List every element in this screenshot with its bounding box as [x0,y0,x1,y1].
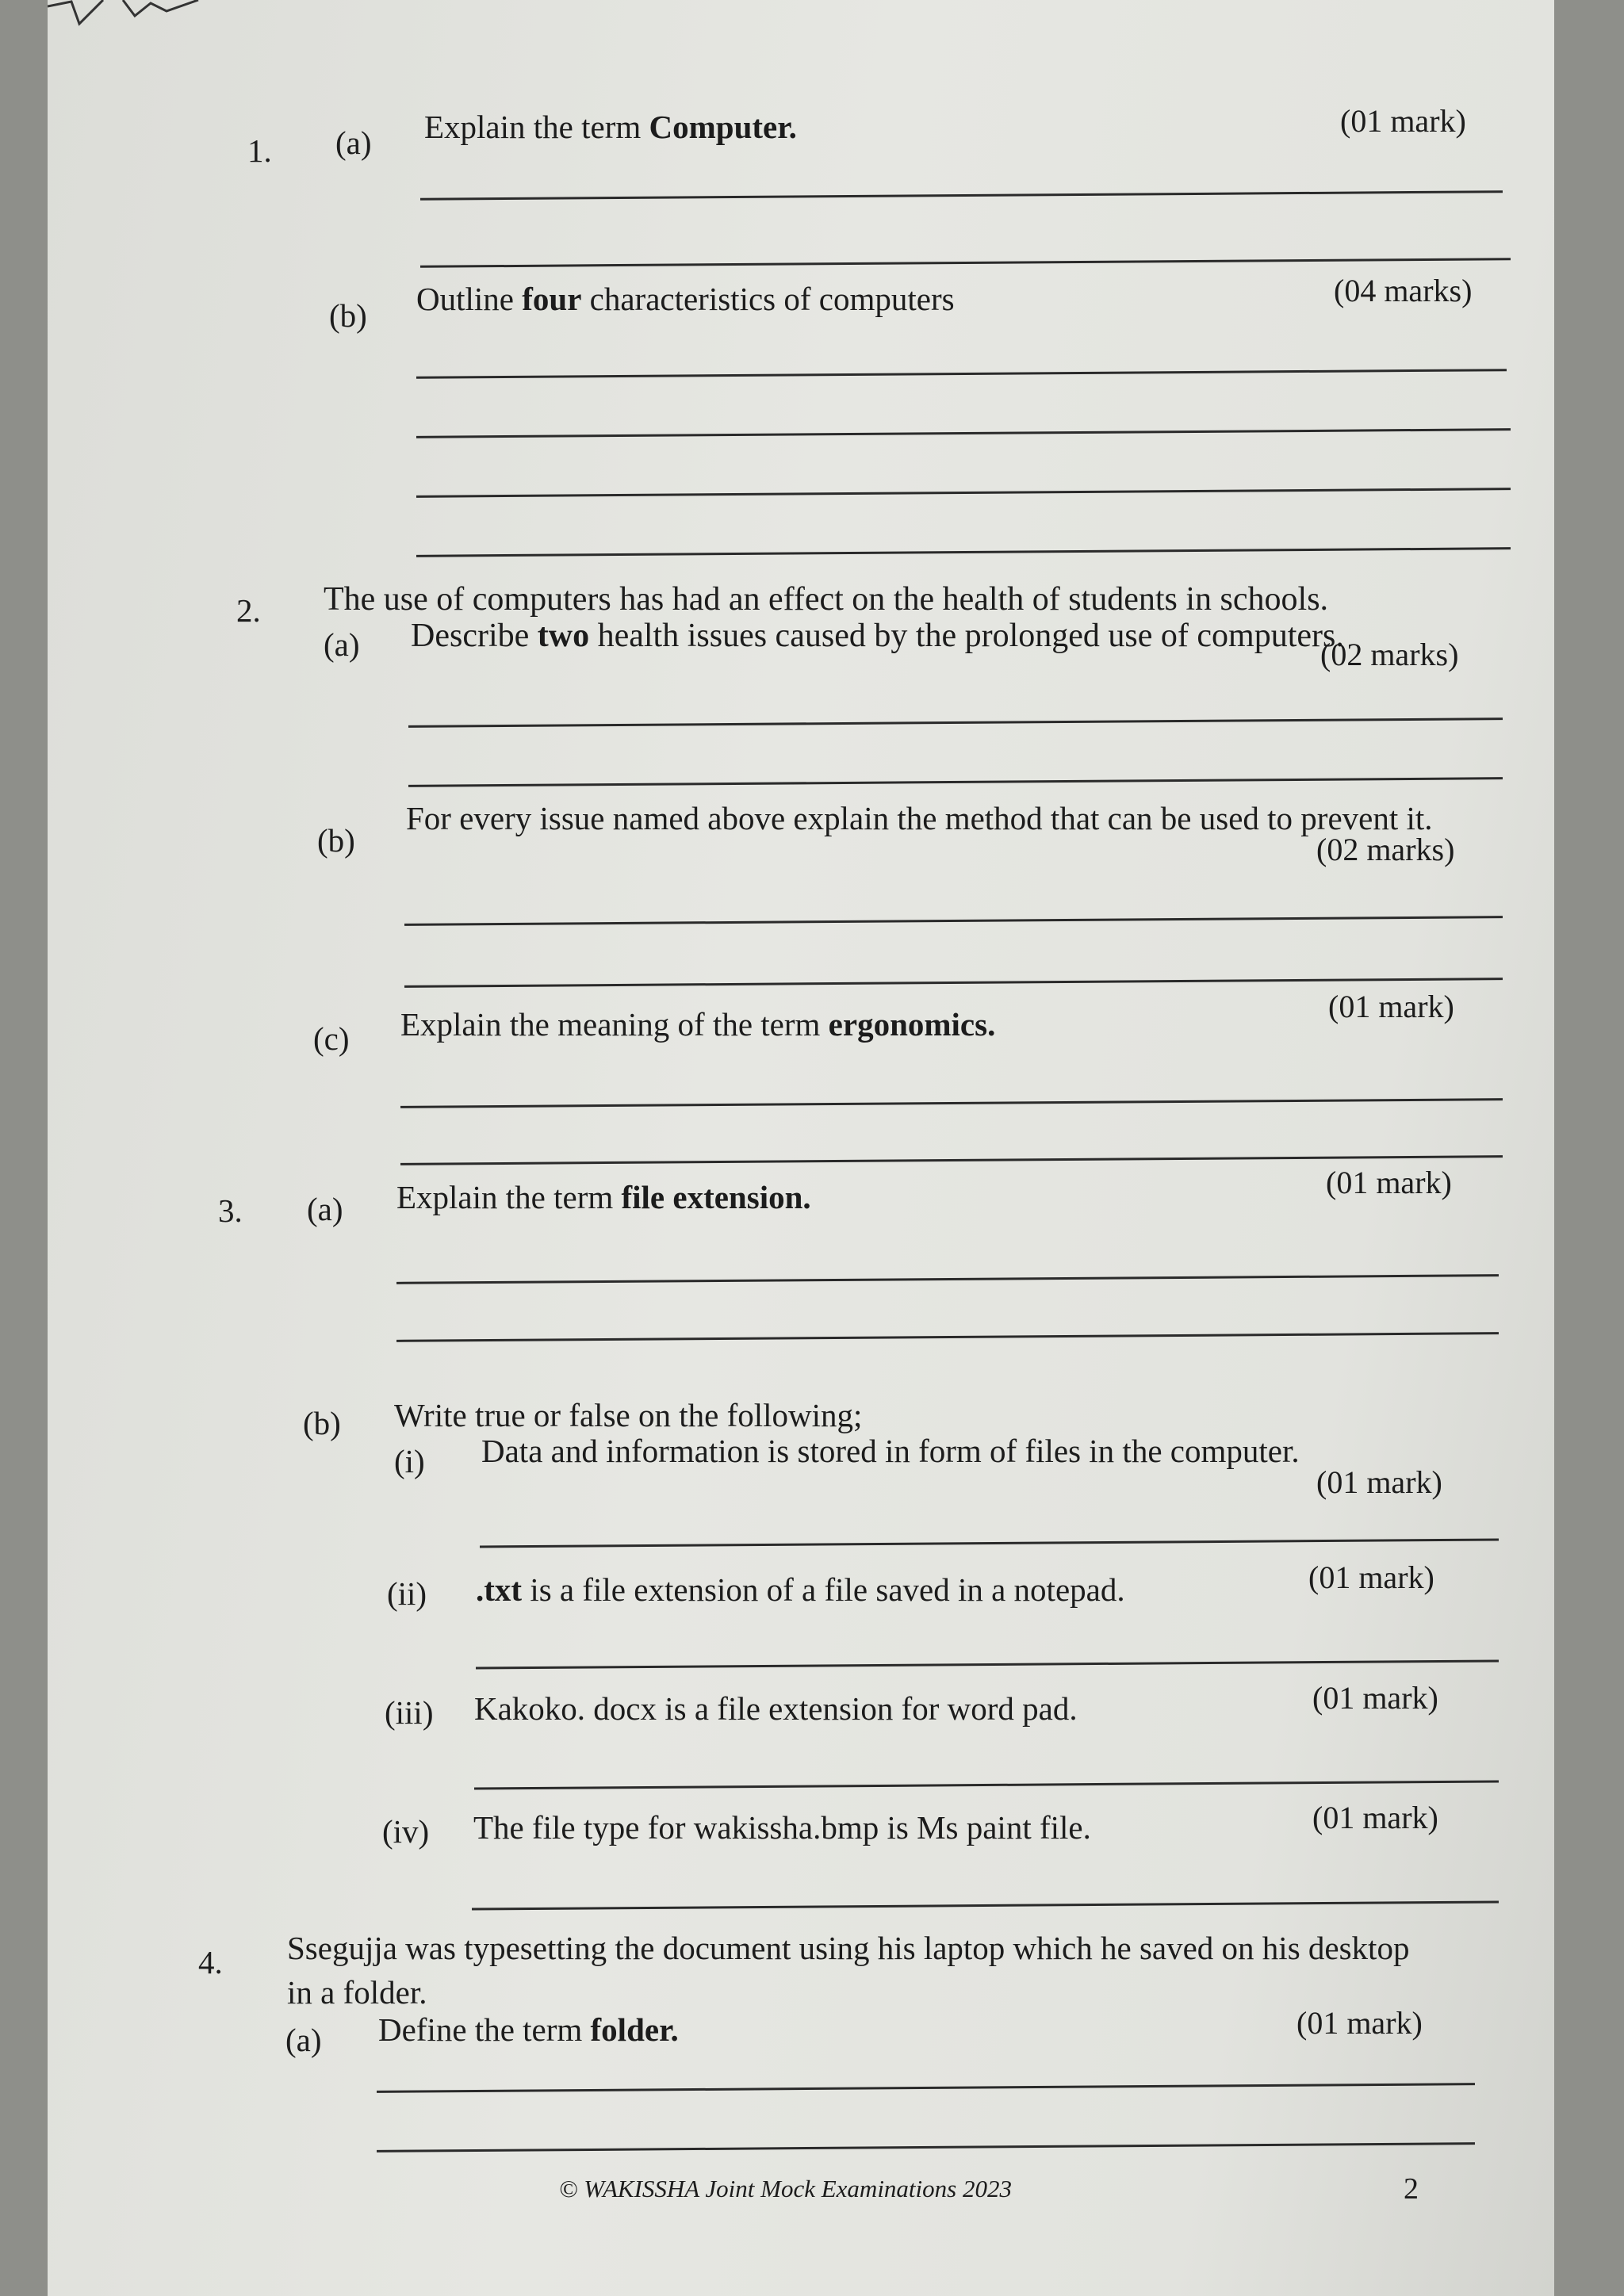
q3b-iv-label: (iv) [382,1813,430,1850]
answer-line[interactable] [377,2142,1475,2152]
q4-stem-line2: in a folder. [287,1974,427,2011]
q1b-label: (b) [329,297,367,334]
q3b-ii-label: (ii) [387,1575,427,1612]
q1b-marks: (04 marks) [1334,273,1473,308]
answer-line[interactable] [476,1659,1499,1669]
answer-line[interactable] [396,1332,1499,1342]
q3b-iii-label: (iii) [385,1694,434,1731]
answer-line[interactable] [400,1098,1503,1108]
answer-line[interactable] [416,428,1511,438]
answer-line[interactable] [416,369,1507,379]
q1a-text: Explain the term Computer. [424,109,797,145]
q3b-i-text: Data and information is stored in form of files in the computer. [481,1433,1300,1469]
answer-line[interactable] [404,916,1503,926]
answer-line[interactable] [377,2083,1475,2093]
footer-copyright: © WAKISSHA Joint Mock Examinations 2023 [559,2175,1012,2202]
q3b-iii-text: Kakoko. docx is a file extension for word pad. [474,1690,1078,1727]
q3b-ii-marks: (01 mark) [1308,1559,1434,1595]
q3b-label: (b) [303,1405,341,1441]
q2b-text: For every issue named above explain the method that can be used to prevent it. [406,800,1433,836]
q2c-marks: (01 mark) [1328,989,1454,1024]
q3a-marks: (01 mark) [1326,1165,1452,1200]
q1a-label: (a) [335,124,372,161]
q2-number: 2. [236,592,261,629]
q4-number: 4. [198,1944,223,1980]
page-number: 2 [1404,2172,1419,2206]
corner-stamp-mark [48,0,206,29]
q3b-stem: Write true or false on the following; [394,1397,863,1433]
answer-line[interactable] [420,190,1503,201]
answer-line[interactable] [396,1274,1499,1284]
answer-line[interactable] [408,777,1503,787]
q4a-marks: (01 mark) [1297,2005,1423,2041]
q3-number: 3. [218,1192,243,1229]
exam-page [48,0,1554,2296]
q3b-iv-text: The file type for wakissha.bmp is Ms paint file. [473,1809,1091,1846]
answer-line[interactable] [480,1539,1499,1548]
q3a-label: (a) [307,1191,343,1227]
q2c-text: Explain the meaning of the term ergonomics. [400,1006,996,1043]
q2a-marks: (02 marks) [1320,637,1459,672]
answer-line[interactable] [472,1900,1499,1910]
q3b-ii-text: .txt is a file extension of a file saved in a notepad. [476,1571,1125,1608]
q2b-label: (b) [317,822,355,859]
q3a-text: Explain the term file extension. [396,1179,811,1215]
q3b-i-marks: (01 mark) [1316,1464,1442,1500]
q1b-text: Outline four characteristics of computers [416,281,955,317]
q3b-i-label: (i) [394,1443,425,1479]
answer-line[interactable] [416,488,1511,498]
answer-line[interactable] [404,978,1503,988]
q2a-text: Describe two health issues caused by the prolonged use of computers. [411,618,1344,654]
q3b-iii-marks: (01 mark) [1312,1680,1438,1716]
answer-line[interactable] [408,718,1503,728]
answer-line[interactable] [474,1780,1499,1789]
q2c-label: (c) [313,1020,350,1057]
answer-line[interactable] [420,258,1511,268]
q2a-label: (a) [324,626,360,663]
q3b-iv-marks: (01 mark) [1312,1800,1438,1835]
q4a-text: Define the term folder. [378,2011,679,2048]
q2b-marks: (02 marks) [1316,832,1455,867]
q2-stem: The use of computers has had an effect on the health of students in schools. [324,581,1329,618]
answer-line[interactable] [400,1155,1503,1165]
q1a-marks: (01 mark) [1340,103,1466,139]
q1-number: 1. [247,132,272,169]
q4a-label: (a) [285,2022,322,2058]
answer-line[interactable] [416,547,1511,557]
q4-stem-line1: Ssegujja was typesetting the document using his laptop which he saved on his desktop [287,1930,1410,1966]
